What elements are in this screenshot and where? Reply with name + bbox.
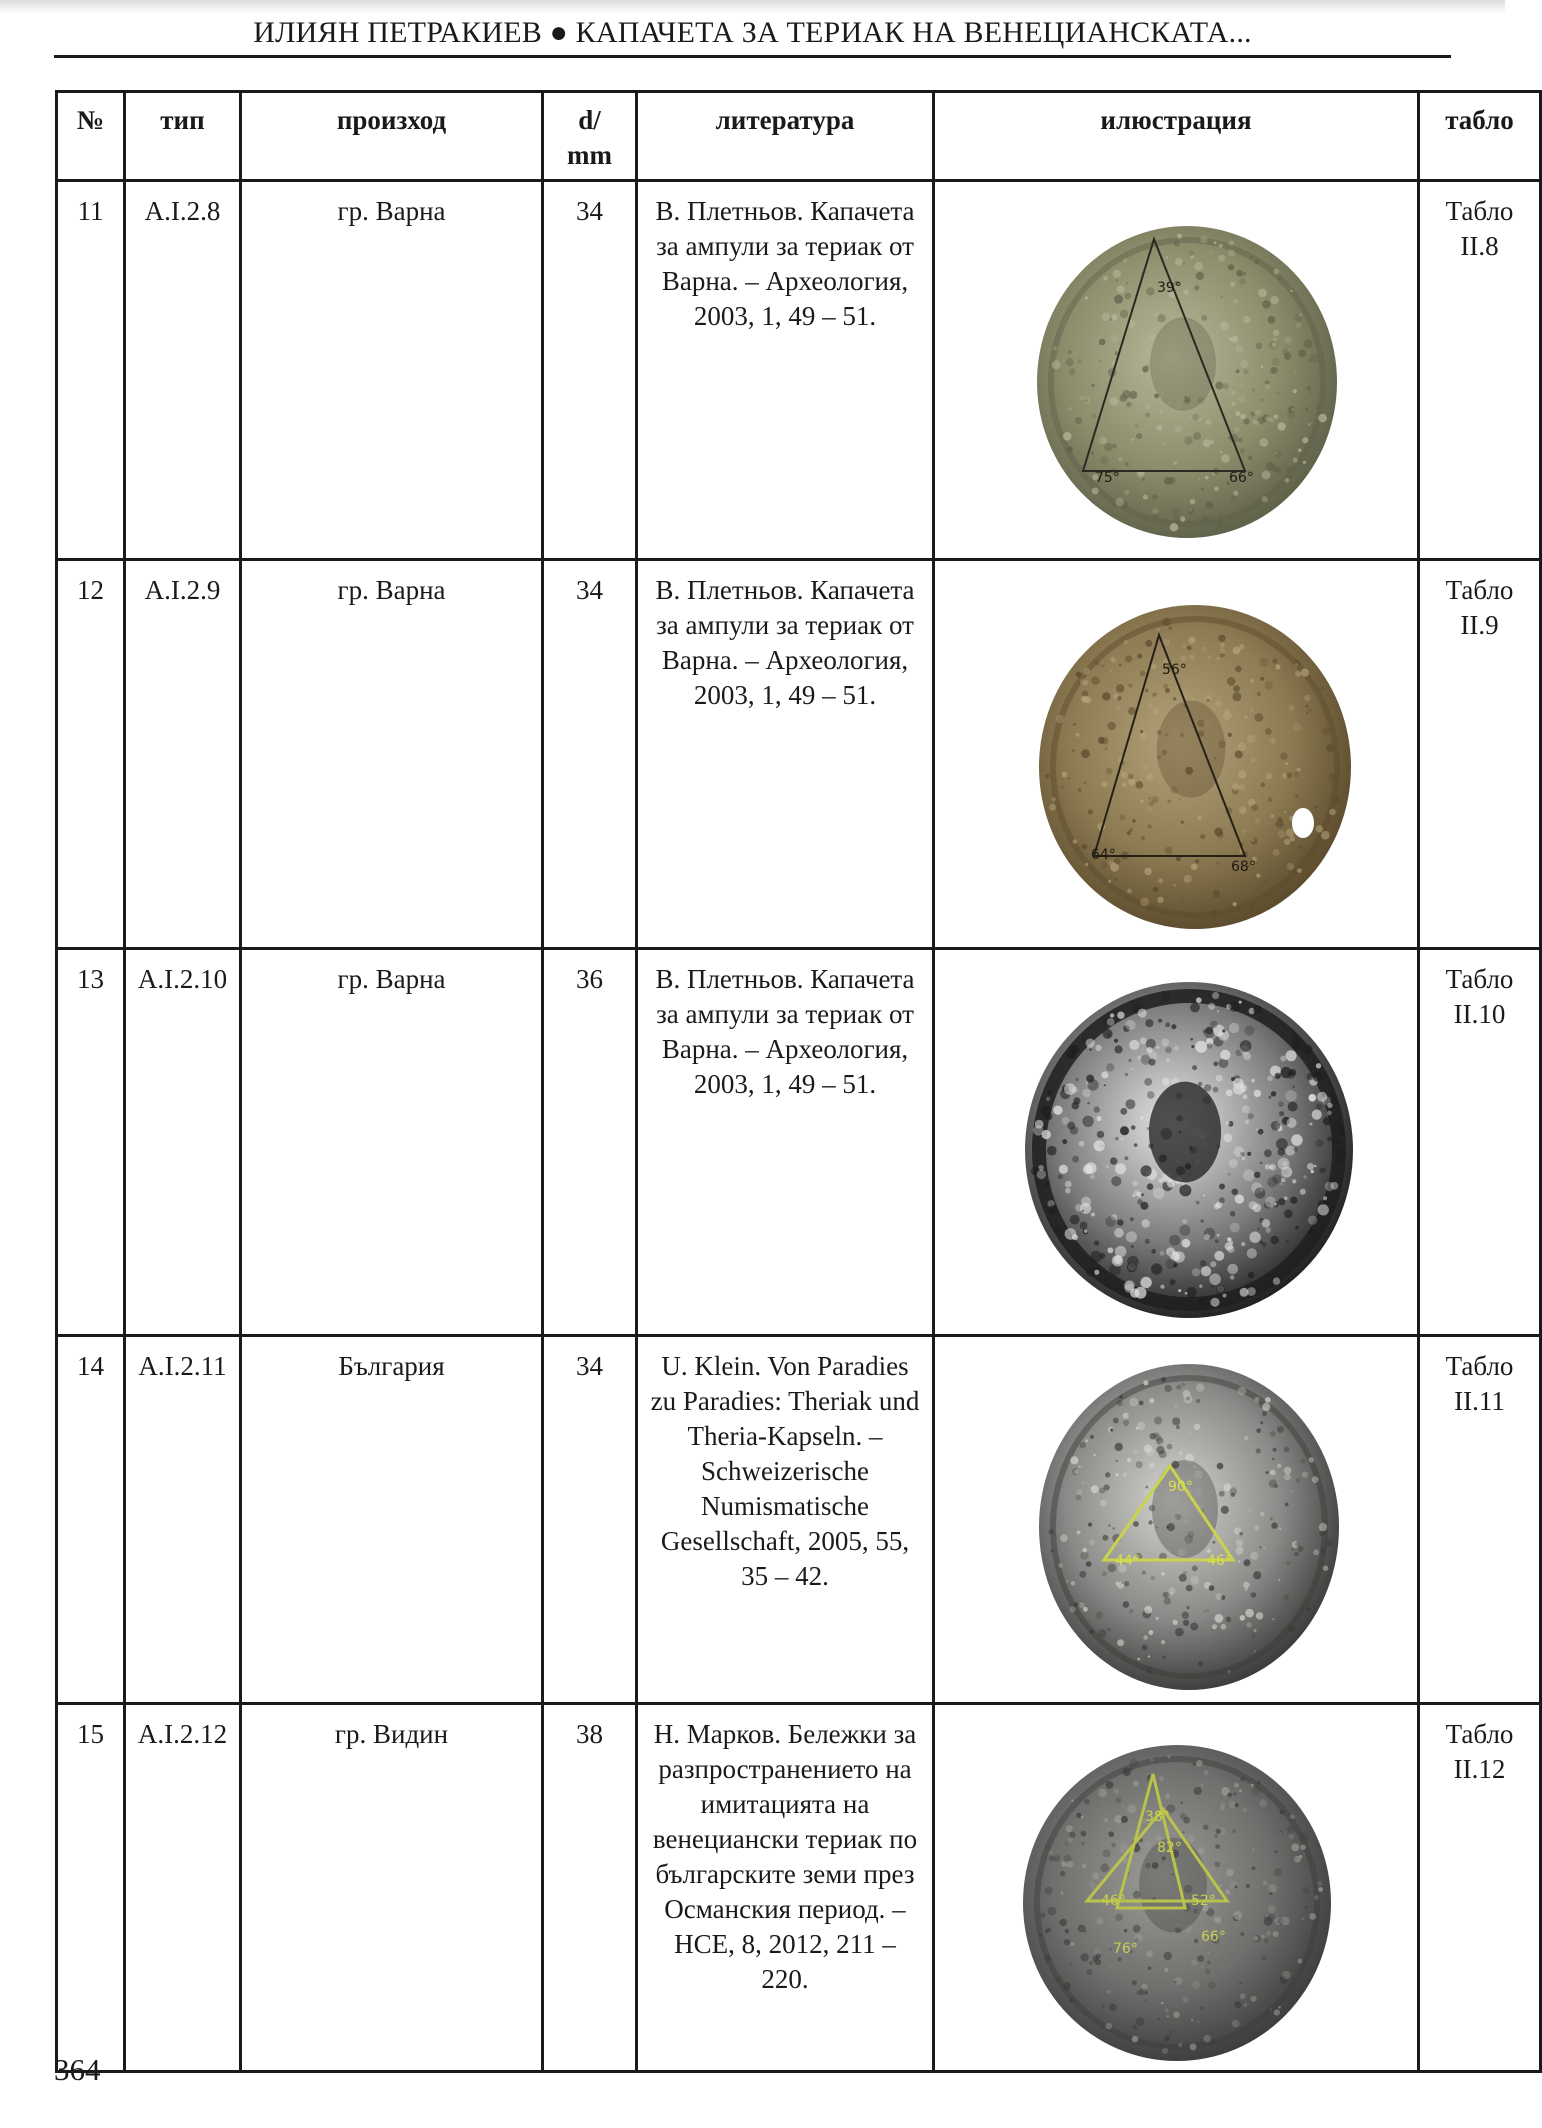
cell-literature: В. Плетньов. Капачета за ампули за териак от Варна. – Археология, 2003, 1, 49 – 51. — [637, 181, 934, 560]
col-header-origin: произход — [241, 92, 543, 181]
cell-plate: Табло II.9 — [1419, 560, 1541, 949]
table-row — [57, 1336, 1541, 1704]
angle-label: 44° — [1115, 1553, 1140, 1569]
cell-number: 11 — [57, 181, 125, 560]
cell-number: 12 — [57, 560, 125, 949]
angle-label: 76° — [1113, 1941, 1138, 1957]
cell-number: 15 — [57, 1704, 125, 2072]
angle-label: 66° — [1201, 1929, 1226, 1945]
table-row — [57, 1704, 1541, 2072]
angle-label: 46° — [1207, 1553, 1232, 1569]
col-header-plate: табло — [1419, 92, 1541, 181]
col-header-literature: литература — [637, 92, 934, 181]
coin-image — [945, 1349, 1430, 1696]
angle-label: 66° — [1229, 470, 1254, 486]
table-row — [57, 560, 1541, 949]
coin-image — [945, 962, 1430, 1328]
header-rule — [54, 55, 1451, 58]
cell-illustration — [934, 1336, 1419, 1704]
coin-chip — [1292, 808, 1314, 838]
cell-plate: Табло II.8 — [1419, 181, 1541, 560]
angle-label: 56° — [1162, 662, 1187, 678]
cell-illustration — [934, 1704, 1419, 2072]
cell-diameter: 34 — [543, 181, 637, 560]
cell-origin: гр. Варна — [241, 949, 543, 1336]
cell-literature: U. Klein. Von Paradies zu Paradies: Theriak und Theria-Kapseln. – Schweizerische Numismatische Gesellschaft, 2005, 55, 35 – 42. — [637, 1336, 934, 1704]
cell-illustration — [934, 949, 1419, 1336]
angle-label: 52° — [1191, 1893, 1216, 1909]
cell-origin: гр. Видин — [241, 1704, 543, 2072]
cell-diameter: 34 — [543, 1336, 637, 1704]
table-row — [57, 949, 1541, 1336]
angle-label: 75° — [1095, 470, 1120, 486]
cell-literature: В. Плетньов. Капачета за ампули за териак от Варна. – Археология, 2003, 1, 49 – 51. — [637, 560, 934, 949]
cell-origin: гр. Варна — [241, 181, 543, 560]
angle-label: 68° — [1231, 859, 1256, 875]
table-row — [57, 181, 1541, 560]
cell-origin: България — [241, 1336, 543, 1704]
coin-image — [945, 1717, 1430, 2064]
running-header: ИЛИЯН ПЕТРАКИЕВ ● КАПАЧЕТА ЗА ТЕРИАК НА ВЕНЕЦИАНСКАТА... — [253, 16, 1252, 49]
cell-plate: Табло II.11 — [1419, 1336, 1541, 1704]
angle-label: 38° — [1145, 1809, 1170, 1825]
cell-type: A.I.2.10 — [125, 949, 241, 1336]
cell-illustration — [934, 560, 1419, 949]
table-header-row — [57, 92, 1541, 181]
cell-number: 13 — [57, 949, 125, 1336]
bust-motif — [1152, 1460, 1218, 1558]
bust-motif — [1149, 1082, 1221, 1183]
cell-diameter: 38 — [543, 1704, 637, 2072]
col-header-diameter: d/ mm — [543, 92, 637, 181]
cell-illustration — [934, 181, 1419, 560]
cell-origin: гр. Варна — [241, 560, 543, 949]
cell-diameter: 34 — [543, 560, 637, 949]
angle-label: 90° — [1168, 1479, 1193, 1495]
col-header-illustration: илюстрация — [934, 92, 1419, 181]
angle-label: 82° — [1157, 1840, 1182, 1856]
col-header-type: тип — [125, 92, 241, 181]
cell-plate: Табло II.10 — [1419, 949, 1541, 1336]
cell-plate: Табло II.12 — [1419, 1704, 1541, 2072]
cell-type: A.I.2.9 — [125, 560, 241, 949]
angle-label: 64° — [1091, 847, 1116, 863]
page-top-shadow — [0, 0, 1505, 14]
page-number: 364 — [54, 2052, 101, 2087]
cell-type: A.I.2.8 — [125, 181, 241, 560]
col-header-number: № — [57, 92, 125, 181]
cell-diameter: 36 — [543, 949, 637, 1336]
catalog-table — [55, 90, 1542, 2073]
angle-label: 39° — [1157, 280, 1182, 296]
bust-motif — [1150, 317, 1216, 411]
coin-image — [945, 573, 1430, 941]
angle-label: 46° — [1101, 1893, 1126, 1909]
cell-number: 14 — [57, 1336, 125, 1704]
cell-type: A.I.2.12 — [125, 1704, 241, 2072]
cell-type: A.I.2.11 — [125, 1336, 241, 1704]
coin-image — [945, 194, 1430, 552]
cell-literature: В. Плетньов. Капачета за ампули за териак от Варна. – Археология, 2003, 1, 49 – 51. — [637, 949, 934, 1336]
cell-literature: Н. Марков. Бележки за разпространението на имитацията на венециански териак по българските земи през Османския период. – НСЕ, 8, 2012, 211 – 220. — [637, 1704, 934, 2072]
